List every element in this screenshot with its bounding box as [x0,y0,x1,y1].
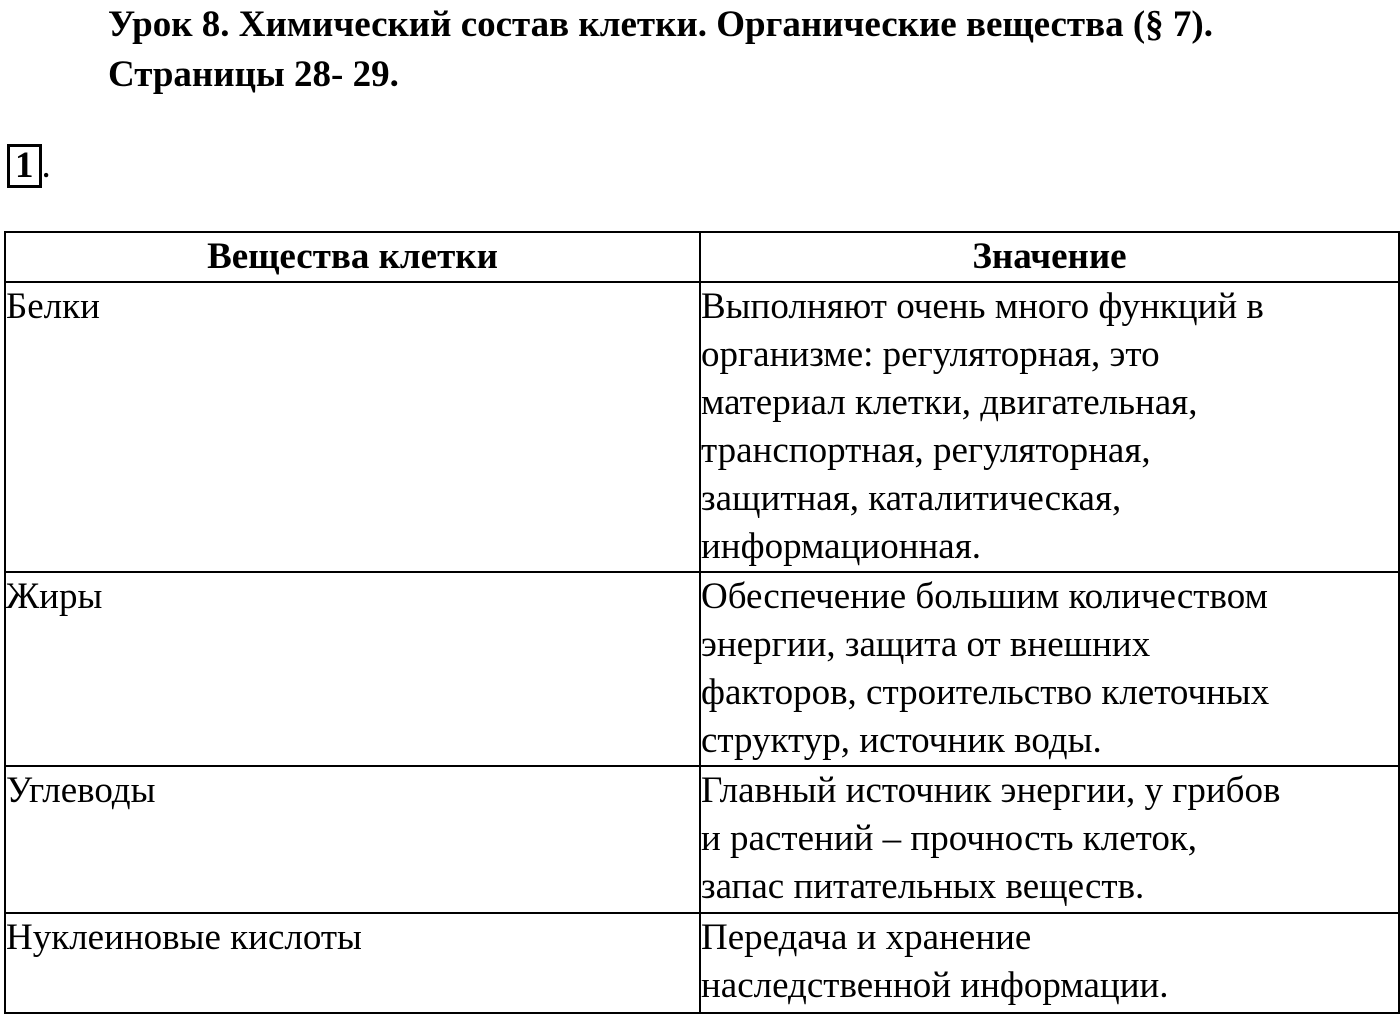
title-line-1: Урок 8. Химический состав клетки. Органические вещества (§ 7). [108,4,1213,45]
meaning-line: факторов, строительство клеточных [701,672,1270,713]
meaning-line: Главный источник энергии, у грибов [701,770,1281,811]
meaning-line: Обеспечение большим количеством [701,576,1268,617]
substance-cell: Белки [5,282,700,572]
meaning-line: наследственной информации. [701,965,1169,1006]
page-title [108,0,1388,100]
meaning-line: материал клетки, двигательная, [701,382,1198,423]
meaning-cell [700,766,1399,913]
table-row [5,766,1399,913]
meaning-line: защитная, каталитическая, [701,478,1122,519]
meaning-line: Передача и хранение [701,917,1032,958]
meaning-line: транспортная, регуляторная, [701,430,1151,471]
title-line-2: Страницы 28- 29. [108,54,399,95]
column-header-meaning: Значение [700,232,1399,282]
meaning-cell [700,572,1399,766]
meaning-line: организме: регуляторная, это [701,334,1160,375]
table-row [5,913,1399,1013]
column-header-substances: Вещества клетки [5,232,700,282]
meaning-line: Выполняют очень много функций в [701,286,1264,327]
meaning-line: информационная. [701,526,981,567]
table-row [5,572,1399,766]
table-row [5,282,1399,572]
task-number [7,144,51,188]
meaning-cell [700,913,1399,1013]
meaning-cell [700,282,1399,572]
substance-cell: Нуклеиновые кислоты [5,913,700,1013]
meaning-line: структур, источник воды. [701,720,1102,761]
table-header-row [5,232,1399,282]
task-number-box: 1 [7,144,42,188]
meaning-line: запас питательных веществ. [701,866,1145,907]
task-number-suffix: . [41,145,51,186]
meaning-line: и растений – прочность клеток, [701,818,1198,859]
substance-cell: Жиры [5,572,700,766]
substances-table [4,231,1400,1014]
meaning-line: энергии, защита от внешних [701,624,1151,665]
substance-cell: Углеводы [5,766,700,913]
